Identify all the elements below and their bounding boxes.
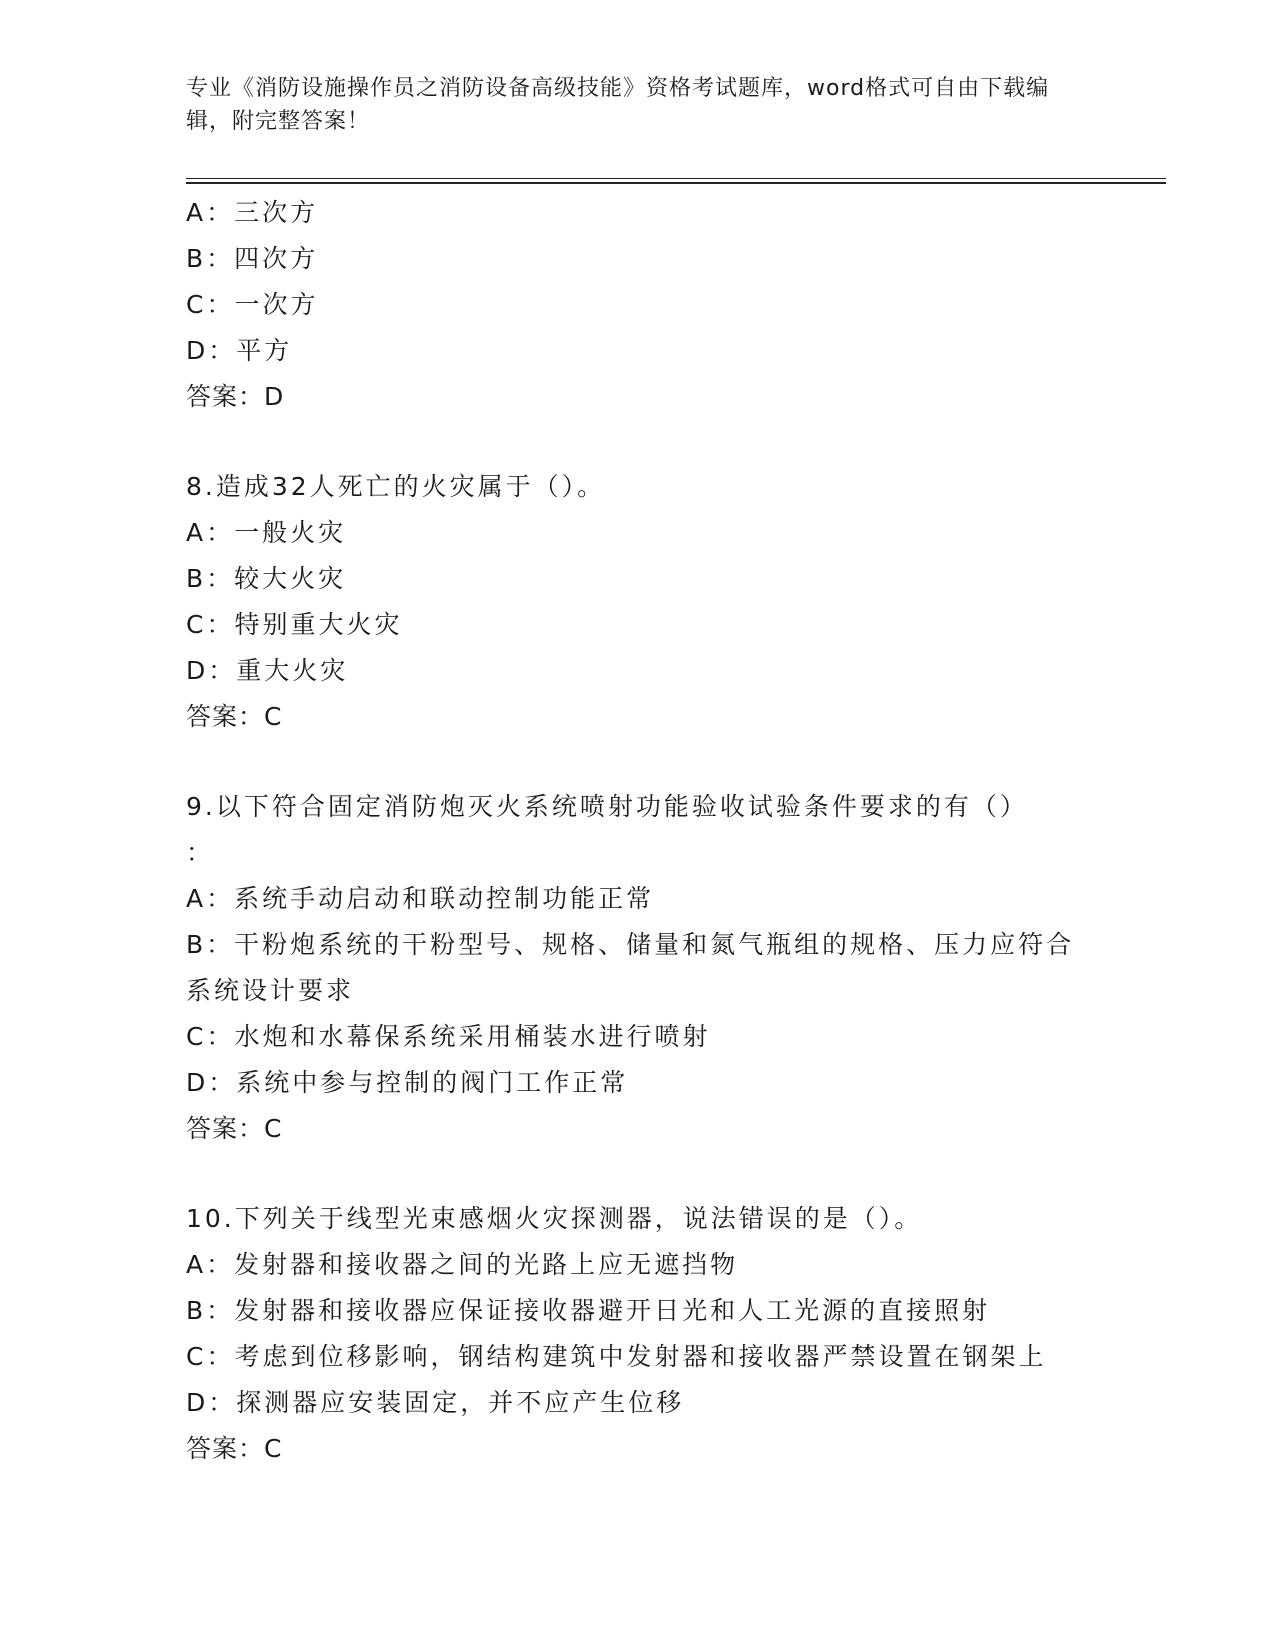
q9-option-b: B：干粉炮系统的干粉型号、规格、储量和氮气瓶组的规格、压力应符合系统设计要求: [186, 930, 1075, 1005]
q7-option-a: A：三次方: [186, 198, 319, 227]
q8-answer: 答案：C: [186, 702, 283, 731]
q10-option-d: D：探测器应安装固定，并不应产生位移: [186, 1388, 685, 1417]
question-list: [186, 190, 1166, 1472]
q8-option-b: B：较大火灾: [186, 564, 347, 593]
question-10: [186, 1196, 1166, 1472]
q9-stem-tail: ：: [186, 838, 215, 867]
q7-option-b: B：四次方: [186, 244, 319, 273]
q7-option-d: D：平方: [186, 336, 293, 365]
q10-answer: 答案：C: [186, 1434, 283, 1463]
q10-option-c: C：考虑到位移影响，钢结构建筑中发射器和接收器严禁设置在钢架上: [186, 1342, 1047, 1371]
q8-stem: 8.造成32人死亡的火灾属于（）。: [186, 472, 606, 501]
q8-option-d: D：重大火灾: [186, 656, 349, 685]
spacer: [186, 1152, 1166, 1196]
q8-option-c: C：特别重大火灾: [186, 610, 403, 639]
document-header: 专业《消防设施操作员之消防设备高级技能》资格考试题库，word格式可自由下载编辑，附完整答案！: [186, 76, 1050, 134]
q9-stem: 9.以下符合固定消防炮灭火系统喷射功能验收试验条件要求的有（）: [186, 792, 1028, 821]
q8-option-a: A：一般火灾: [186, 518, 347, 547]
q9-answer: 答案：C: [186, 1114, 283, 1143]
q7-option-c: C：一次方: [186, 290, 319, 319]
q9-option-d: D：系统中参与控制的阀门工作正常: [186, 1068, 629, 1097]
question-8: [186, 464, 1166, 740]
question-9: [186, 784, 1166, 1152]
q10-option-b: B：发射器和接收器应保证接收器避开日光和人工光源的直接照射: [186, 1296, 991, 1325]
header-divider: [186, 178, 1166, 184]
question-7: [186, 190, 1166, 420]
q9-option-a: A：系统手动启动和联动控制功能正常: [186, 884, 655, 913]
q9-option-c: C：水炮和水幕保系统采用桶装水进行喷射: [186, 1022, 711, 1051]
spacer: [186, 420, 1166, 464]
spacer: [186, 740, 1166, 784]
q10-option-a: A：发射器和接收器之间的光路上应无遮挡物: [186, 1250, 739, 1279]
q10-stem: 10.下列关于线型光束感烟火灾探测器，说法错误的是（）。: [186, 1204, 923, 1233]
q7-answer: 答案：D: [186, 382, 285, 411]
